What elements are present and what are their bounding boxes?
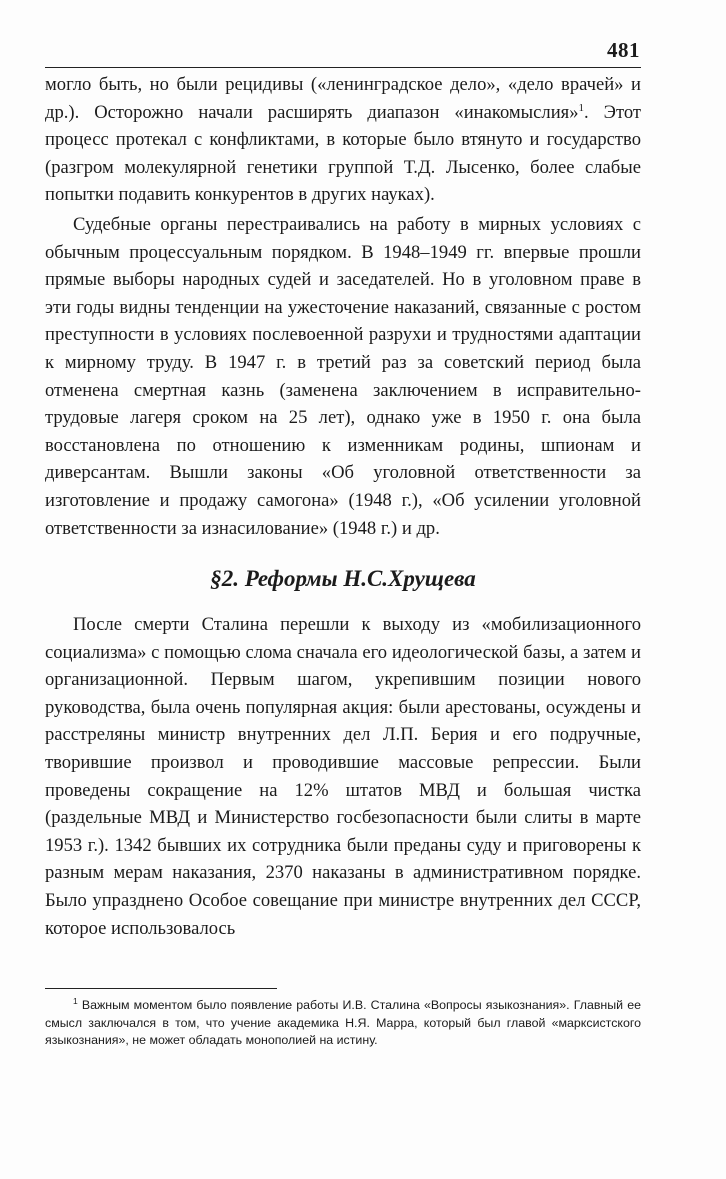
paragraph-judicial-bodies: Судебные органы перестраивались на работу в мирных условиях с обычным процессуальным порядком. В 1948–1949 гг. впервые прошли прямые выборы народных судей и заседателей. Но в уголовном праве в эти годы видны тенденции на ужесточение наказаний, связанные с ростом преступности в условиях послевоенной разрухи и трудностями адаптации к мирному труду. В 1947 г. в третий раз за советский период была отменена смертная казнь (заменена заключением в исправительно-трудовые лагеря сроком на 25 лет), однако уже в 1950 г. она была восстановлена по отношению к изменникам родины, шпионам и диверсантам. Вышли законы «Об уголовной ответственности за изготовление и продажу самогона» (1948 г.), «Об усилении уголовной ответственности за изнасилование» (1948 г.) и др. — [45, 213, 641, 539]
section-heading: §2. Реформы Н.С.Хрущева — [210, 566, 476, 592]
paragraph-continuation — [45, 71, 641, 209]
footnote-rule — [45, 988, 277, 989]
footnote-reference: 1 — [578, 101, 585, 114]
body-text — [45, 71, 641, 942]
footnote-text: Важным моментом было появление работы И.В. Сталина «Вопросы языкознания». Главный ее смысл заключался в том, что учение академика Н.Я. Марра, который был главой «марксистского языкознания», не может обладать монополией на истину. — [45, 998, 641, 1047]
paragraph-after-stalin: После смерти Сталина перешли к выходу из «мобилизационного социализма» с помощью слома сначала его идеологической базы, а затем и организационной. Первым шагом, укрепившим позиции нового руководства, была очень популярная акция: были арестованы, осуждены и расстреляны министр внутренних дел Л.П. Берия и его подручные, творившие произвол и проводившие массовые репрессии. Были проведены сокращение на 12% штатов МВД и большая чистка (раздельные МВД и Министерство госбезопасности были слиты в марте 1953 г.). 1342 бывших их сотрудника были преданы суду и приговорены к разным мерам наказания, 2370 наказаны в административном порядке. Было упразднено Особое совещание при министре внутренних дел СССР, которое использовалось — [45, 614, 641, 939]
footnote — [45, 997, 641, 1050]
paragraph-text: . Этот процесс протекал с конфликтами, в которые было втянуто и государство (разгром молекулярной генетики группой Т.Д. Лысенко, более слабые попытки подавить конкурентов в других науках). — [45, 101, 641, 206]
header-rule — [45, 67, 641, 68]
page-number: 481 — [607, 38, 640, 62]
paragraph-text: могло быть, но были рецидивы («ленинградское дело», «дело врачей» и др.). Осторожно начали расширять диапазон «инакомыслия» — [45, 74, 641, 123]
footnote-mark: 1 — [73, 995, 78, 1006]
